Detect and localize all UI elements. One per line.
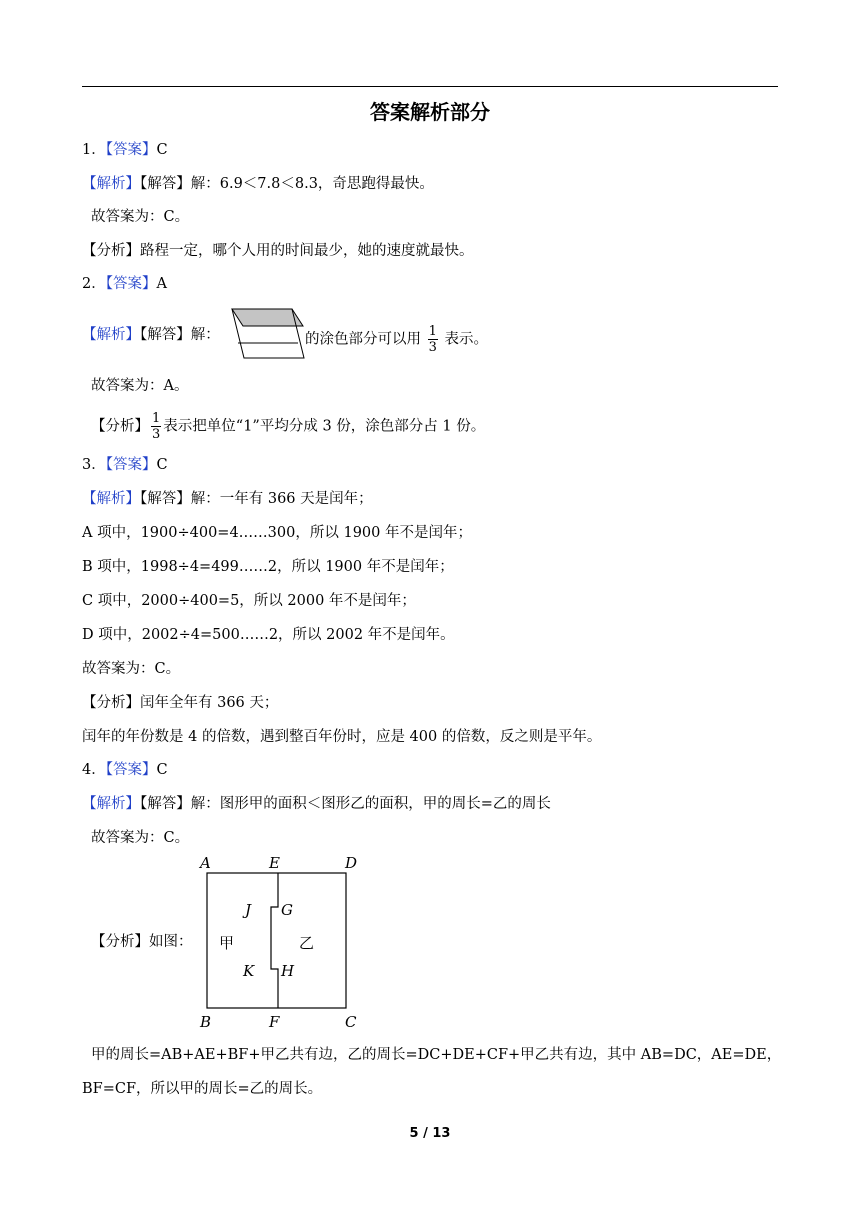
q2-analysis-frac-den: 3 (152, 427, 161, 442)
q1-solution: 解：6.9＜7.8＜8.3，奇思跑得最快。 (190, 176, 434, 192)
q3-answer-tag: 【答案】 (105, 457, 157, 473)
q1-analysis-tag: 【解析】 (82, 176, 140, 192)
q2-analysis-fraction (151, 412, 161, 441)
q4-analysis-pre: 如图： (149, 934, 193, 950)
q4-analysis-line2: BF=CF，所以甲的周长=乙的周长。 (82, 1081, 323, 1097)
q1-solution-tag: 【解答】 (140, 176, 191, 192)
q3-conclusion: 故答案为：C。 (82, 661, 181, 677)
q1-analysis: 路程一定，哪个人用的时间最少，她的速度就最快。 (140, 243, 474, 259)
q1-answer: C (156, 142, 168, 158)
q3-answer: C (156, 457, 168, 473)
q1-fenxi-tag: 【分析】 (82, 243, 140, 259)
q2-solution-tag: 【解答】 (140, 327, 191, 343)
label-g: G (281, 901, 293, 919)
q3-analysis: 闰年全年有 366 天； (140, 695, 279, 711)
q2-answer-tag: 【答案】 (105, 276, 157, 292)
q2-number: 2． (82, 276, 106, 292)
label-jia: 甲 (219, 934, 235, 952)
q1-solution-line (82, 174, 434, 194)
q4-number: 4． (82, 762, 106, 778)
label-yi: 乙 (299, 934, 315, 952)
q3-answer-line (82, 455, 168, 475)
q3-solution: 解：一年有 366 天是闰年； (190, 491, 373, 507)
q1-answer-tag: 【答案】 (105, 142, 157, 158)
q3-number: 3． (82, 457, 106, 473)
q3-solution-line (82, 489, 373, 509)
q2-solution-end: 表示。 (444, 331, 488, 348)
q4-answer: C (156, 762, 168, 778)
label-f: F (269, 1013, 280, 1031)
q4-fenxi-tag: 【分析】 (91, 934, 149, 950)
q4-solution-tag: 【解答】 (140, 796, 191, 812)
q1-conclusion: 故答案为：C。 (91, 209, 190, 225)
q4-conclusion: 故答案为：C。 (91, 830, 190, 846)
label-h: H (281, 962, 295, 980)
q2-solution-pre: 解： (190, 327, 220, 343)
q2-analysis-line (91, 412, 485, 441)
label-c: C (345, 1013, 357, 1031)
q2-frac-num: 1 (428, 324, 437, 339)
q2-fraction (428, 325, 438, 354)
q4-analysis-tag: 【解析】 (82, 796, 140, 812)
q2-analysis-tag: 【解析】 (82, 327, 140, 343)
q4-solution: 解：图形甲的面积＜图形乙的面积，甲的周长=乙的周长 (190, 796, 551, 812)
q3-option-c: C 项中，2000÷400=5，所以 2000 年不是闰年； (82, 593, 416, 609)
label-b: B (200, 1013, 212, 1031)
q2-answer: A (156, 276, 167, 292)
q4-answer-line (82, 760, 168, 780)
q2-answer-line (82, 274, 167, 294)
q3-solution-tag: 【解答】 (140, 491, 191, 507)
q1-analysis-line (82, 241, 474, 261)
q4-analysis-line1: 甲的周长=AB+AE+BF+甲乙共有边，乙的周长=DC+DE+CF+甲乙共有边，其中 AB=DC，AE=DE， (91, 1047, 782, 1063)
q3-option-d: D 项中，2002÷4=500……2，所以 2002 年不是闰年。 (82, 627, 455, 643)
rectangle-figure (195, 852, 370, 1032)
q3-option-b: B 项中，1998÷4=499……2，所以 1900 年不是闰年； (82, 559, 454, 575)
label-k: K (243, 962, 255, 980)
q3-fenxi-tag: 【分析】 (82, 695, 140, 711)
header-rule (82, 86, 778, 87)
label-e: E (269, 854, 280, 872)
q4-answer-tag: 【答案】 (105, 762, 157, 778)
q3-option-a: A 项中，1900÷400=4……300，所以 1900 年不是闰年； (82, 525, 472, 541)
q3-analysis-line (82, 693, 278, 713)
q2-solution-line-left (82, 325, 220, 345)
q2-analysis-frac-num: 1 (152, 411, 161, 426)
q2-solution-line-right (305, 325, 488, 354)
q1-number: 1． (82, 142, 106, 158)
parallelogram-figure (228, 306, 308, 362)
q2-conclusion: 故答案为：A。 (91, 378, 189, 394)
q2-solution-post: 的涂色部分可以用 (305, 331, 421, 348)
label-d: D (345, 854, 358, 872)
q1-answer-line (82, 140, 168, 160)
label-a: A (200, 854, 211, 872)
page-number: 5 / 13 (409, 1126, 451, 1141)
q4-solution-line (82, 794, 551, 814)
q2-fenxi-tag: 【分析】 (91, 418, 149, 435)
label-j: J (245, 901, 252, 919)
page-title: 答案解析部分 (370, 100, 490, 124)
q2-frac-den: 3 (428, 340, 437, 355)
q4-analysis-line (91, 932, 193, 952)
q3-analysis-tag: 【解析】 (82, 491, 140, 507)
q2-analysis: 表示把单位“1”平均分成 3 份，涂色部分占 1 份。 (163, 418, 486, 435)
q3-analysis-line2: 闰年的年份数是 4 的倍数，遇到整百年份时，应是 400 的倍数，反之则是平年。 (82, 729, 602, 745)
